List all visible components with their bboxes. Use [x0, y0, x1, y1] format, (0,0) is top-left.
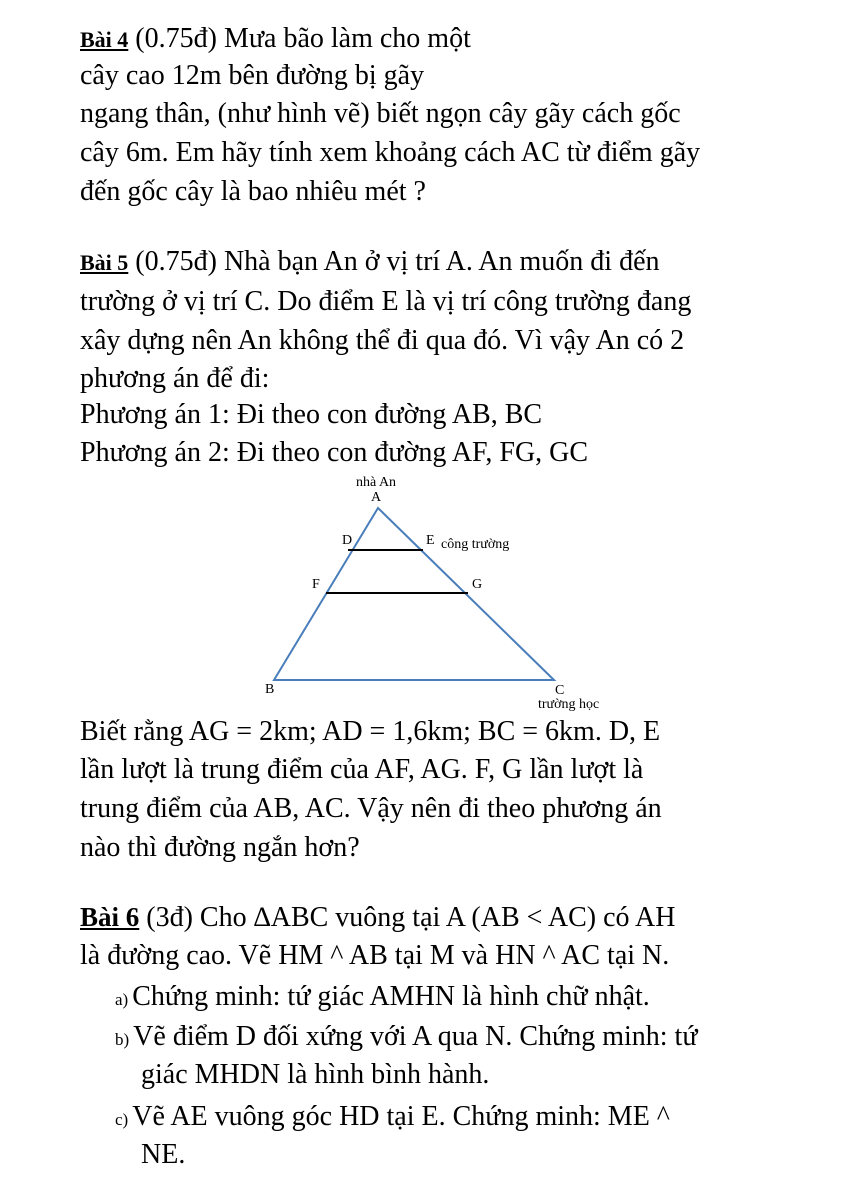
item-c-text: Vẽ AE vuông góc HD tại E. Chứng minh: ME ^ — [132, 1101, 670, 1132]
bai6-item-c — [115, 1100, 670, 1137]
label-F: F — [312, 577, 320, 592]
bai4-line-5: đến gốc cây là bao nhiêu mét ? — [80, 176, 426, 207]
label-G: G — [472, 577, 483, 592]
bai6-label: Bài 6 — [80, 902, 140, 932]
bai5-line-3: xây dựng nên An không thể đi qua đó. Vì vậy An có 2 — [80, 325, 685, 356]
label-A: A — [371, 490, 382, 505]
bai5-after-2: lần lượt là trung điểm của AF, AG. F, G lần lượt là — [80, 754, 644, 785]
bai6-item-a — [115, 980, 650, 1017]
bai6-line-2: là đường cao. Vẽ HM ^ AB tại M và HN ^ AC tại N. — [80, 940, 670, 971]
bai5-label: Bài 5 — [80, 250, 129, 275]
label-E: E — [426, 533, 435, 548]
bai4-label: Bài 4 — [80, 27, 129, 52]
bai4-line-4: cây 6m. Em hãy tính xem khoảng cách AC từ điểm gãy — [80, 137, 701, 168]
item-c-marker: c) — [115, 1110, 129, 1129]
bai4-line-2: cây cao 12m bên đường bị gãy — [80, 60, 425, 91]
label-B: B — [265, 682, 275, 697]
item-b-text: Vẽ điểm D đối xứng với A qua N. Chứng minh: tứ — [133, 1021, 698, 1052]
item-a-marker: a) — [115, 990, 129, 1009]
label-construction: công trường — [441, 537, 510, 552]
bai6-item-b-cont: giác MHDN là hình bình hành. — [141, 1059, 490, 1090]
bai4-line-1 — [80, 22, 471, 57]
bai5-after-4: nào thì đường ngắn hơn? — [80, 832, 360, 863]
bai6-item-c-cont: NE. — [141, 1139, 186, 1170]
label-home: nhà An — [356, 475, 397, 490]
label-D: D — [342, 533, 353, 548]
item-b-marker: b) — [115, 1030, 130, 1049]
bai5-after-1: Biết rằng AG = 2km; AD = 1,6km; BC = 6km. D, E — [80, 716, 661, 747]
bai5-line-4: phương án để đi: — [80, 363, 270, 394]
label-C: C — [555, 683, 565, 698]
label-school: trường học — [538, 697, 600, 712]
bai6-text-1: (3đ) Cho ∆ABC vuông tại A (AB < AC) có AH — [139, 902, 676, 933]
bai5-after-3: trung điểm của AB, AC. Vậy nên đi theo phương án — [80, 793, 662, 824]
bai5-line-1 — [80, 245, 660, 280]
triangle-figure — [250, 470, 650, 720]
item-a-text: Chứng minh: tứ giác AMHN là hình chữ nhật. — [132, 981, 650, 1012]
bai6-item-b — [115, 1020, 698, 1057]
bai5-text-1: (0.75đ) Nhà bạn An ở vị trí A. An muốn đi đến — [128, 246, 660, 277]
bai4-line-3: ngang thân, (như hình vẽ) biết ngọn cây gãy cách gốc — [80, 98, 681, 129]
bai5-line-5: Phương án 1: Đi theo con đường AB, BC — [80, 399, 543, 430]
bai5-line-6: Phương án 2: Đi theo con đường AF, FG, GC — [80, 437, 589, 468]
bai4-text-1: (0.75đ) Mưa bão làm cho một — [128, 23, 471, 54]
bai6-line-1 — [80, 900, 675, 935]
bai5-line-2: trường ở vị trí C. Do điểm E là vị trí công trường đang — [80, 286, 692, 317]
